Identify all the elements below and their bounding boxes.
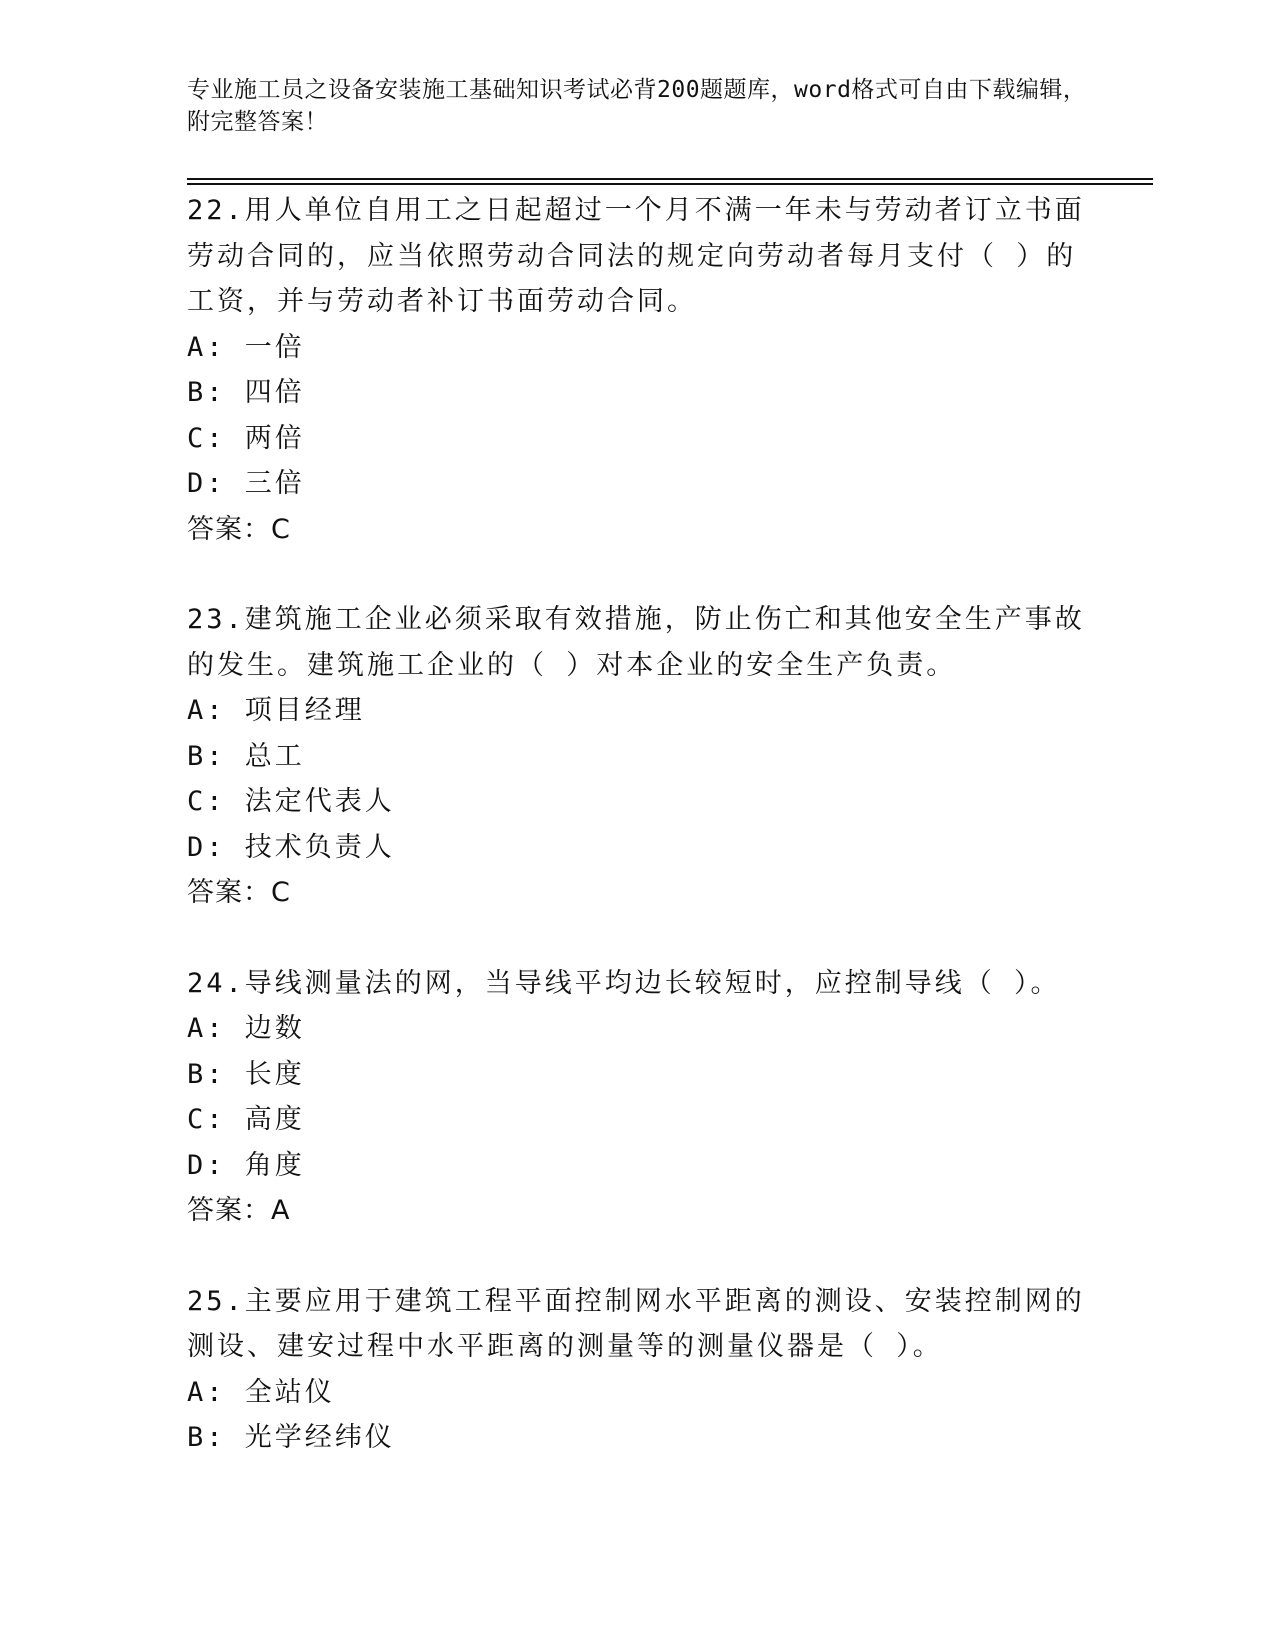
option-b: B: 光学经纬仪 bbox=[187, 1422, 395, 1453]
option-c: C: 高度 bbox=[187, 1104, 305, 1135]
document-header: 专业施工员之设备安装施工基础知识考试必背200题题库，word格式可自由下载编辑，附完整答案！ bbox=[187, 77, 1087, 135]
option-a: A: 项目经理 bbox=[187, 695, 365, 726]
option-d: D: 技术负责人 bbox=[187, 831, 395, 863]
answer-label: 答案：A bbox=[187, 1195, 291, 1226]
option-b: B: 四倍 bbox=[187, 377, 305, 408]
option-a: A: 边数 bbox=[187, 1013, 305, 1044]
answer-label: 答案：C bbox=[187, 513, 291, 545]
header-rule-top bbox=[187, 178, 1153, 180]
option-c: C: 两倍 bbox=[187, 422, 305, 454]
question-23 bbox=[187, 597, 1087, 916]
question-stem: 24.导线测量法的网，当导线平均边长较短时，应控制导线（ ）。 bbox=[187, 967, 1061, 999]
question-stem: 23.建筑施工企业必须采取有效措施，防止伤亡和其他安全生产事故的发生。建筑施工企业的（ ）对本企业的安全生产负责。 bbox=[187, 604, 1085, 681]
question-25 bbox=[187, 1279, 1087, 1461]
answer-label: 答案：C bbox=[187, 877, 291, 908]
option-d: D: 角度 bbox=[187, 1149, 305, 1181]
option-b: B: 长度 bbox=[187, 1058, 305, 1090]
header-rule-bottom bbox=[187, 183, 1153, 185]
option-d: D: 三倍 bbox=[187, 468, 305, 499]
question-24 bbox=[187, 961, 1087, 1234]
question-stem: 22.用人单位自用工之日起超过一个月不满一年未与劳动者订立书面劳动合同的，应当依照劳动合同法的规定向劳动者每月支付（ ）的工资，并与劳动者补订书面劳动合同。 bbox=[187, 195, 1085, 317]
option-a: A: 全站仪 bbox=[187, 1376, 335, 1408]
option-c: C: 法定代表人 bbox=[187, 786, 395, 817]
question-stem: 25.主要应用于建筑工程平面控制网水平距离的测设、安装控制网的测设、建安过程中水平距离的测量等的测量仪器是（ ）。 bbox=[187, 1285, 1085, 1362]
option-b: B: 总工 bbox=[187, 740, 305, 772]
option-a: A: 一倍 bbox=[187, 331, 305, 363]
question-list bbox=[187, 188, 1087, 1506]
question-22 bbox=[187, 188, 1087, 552]
